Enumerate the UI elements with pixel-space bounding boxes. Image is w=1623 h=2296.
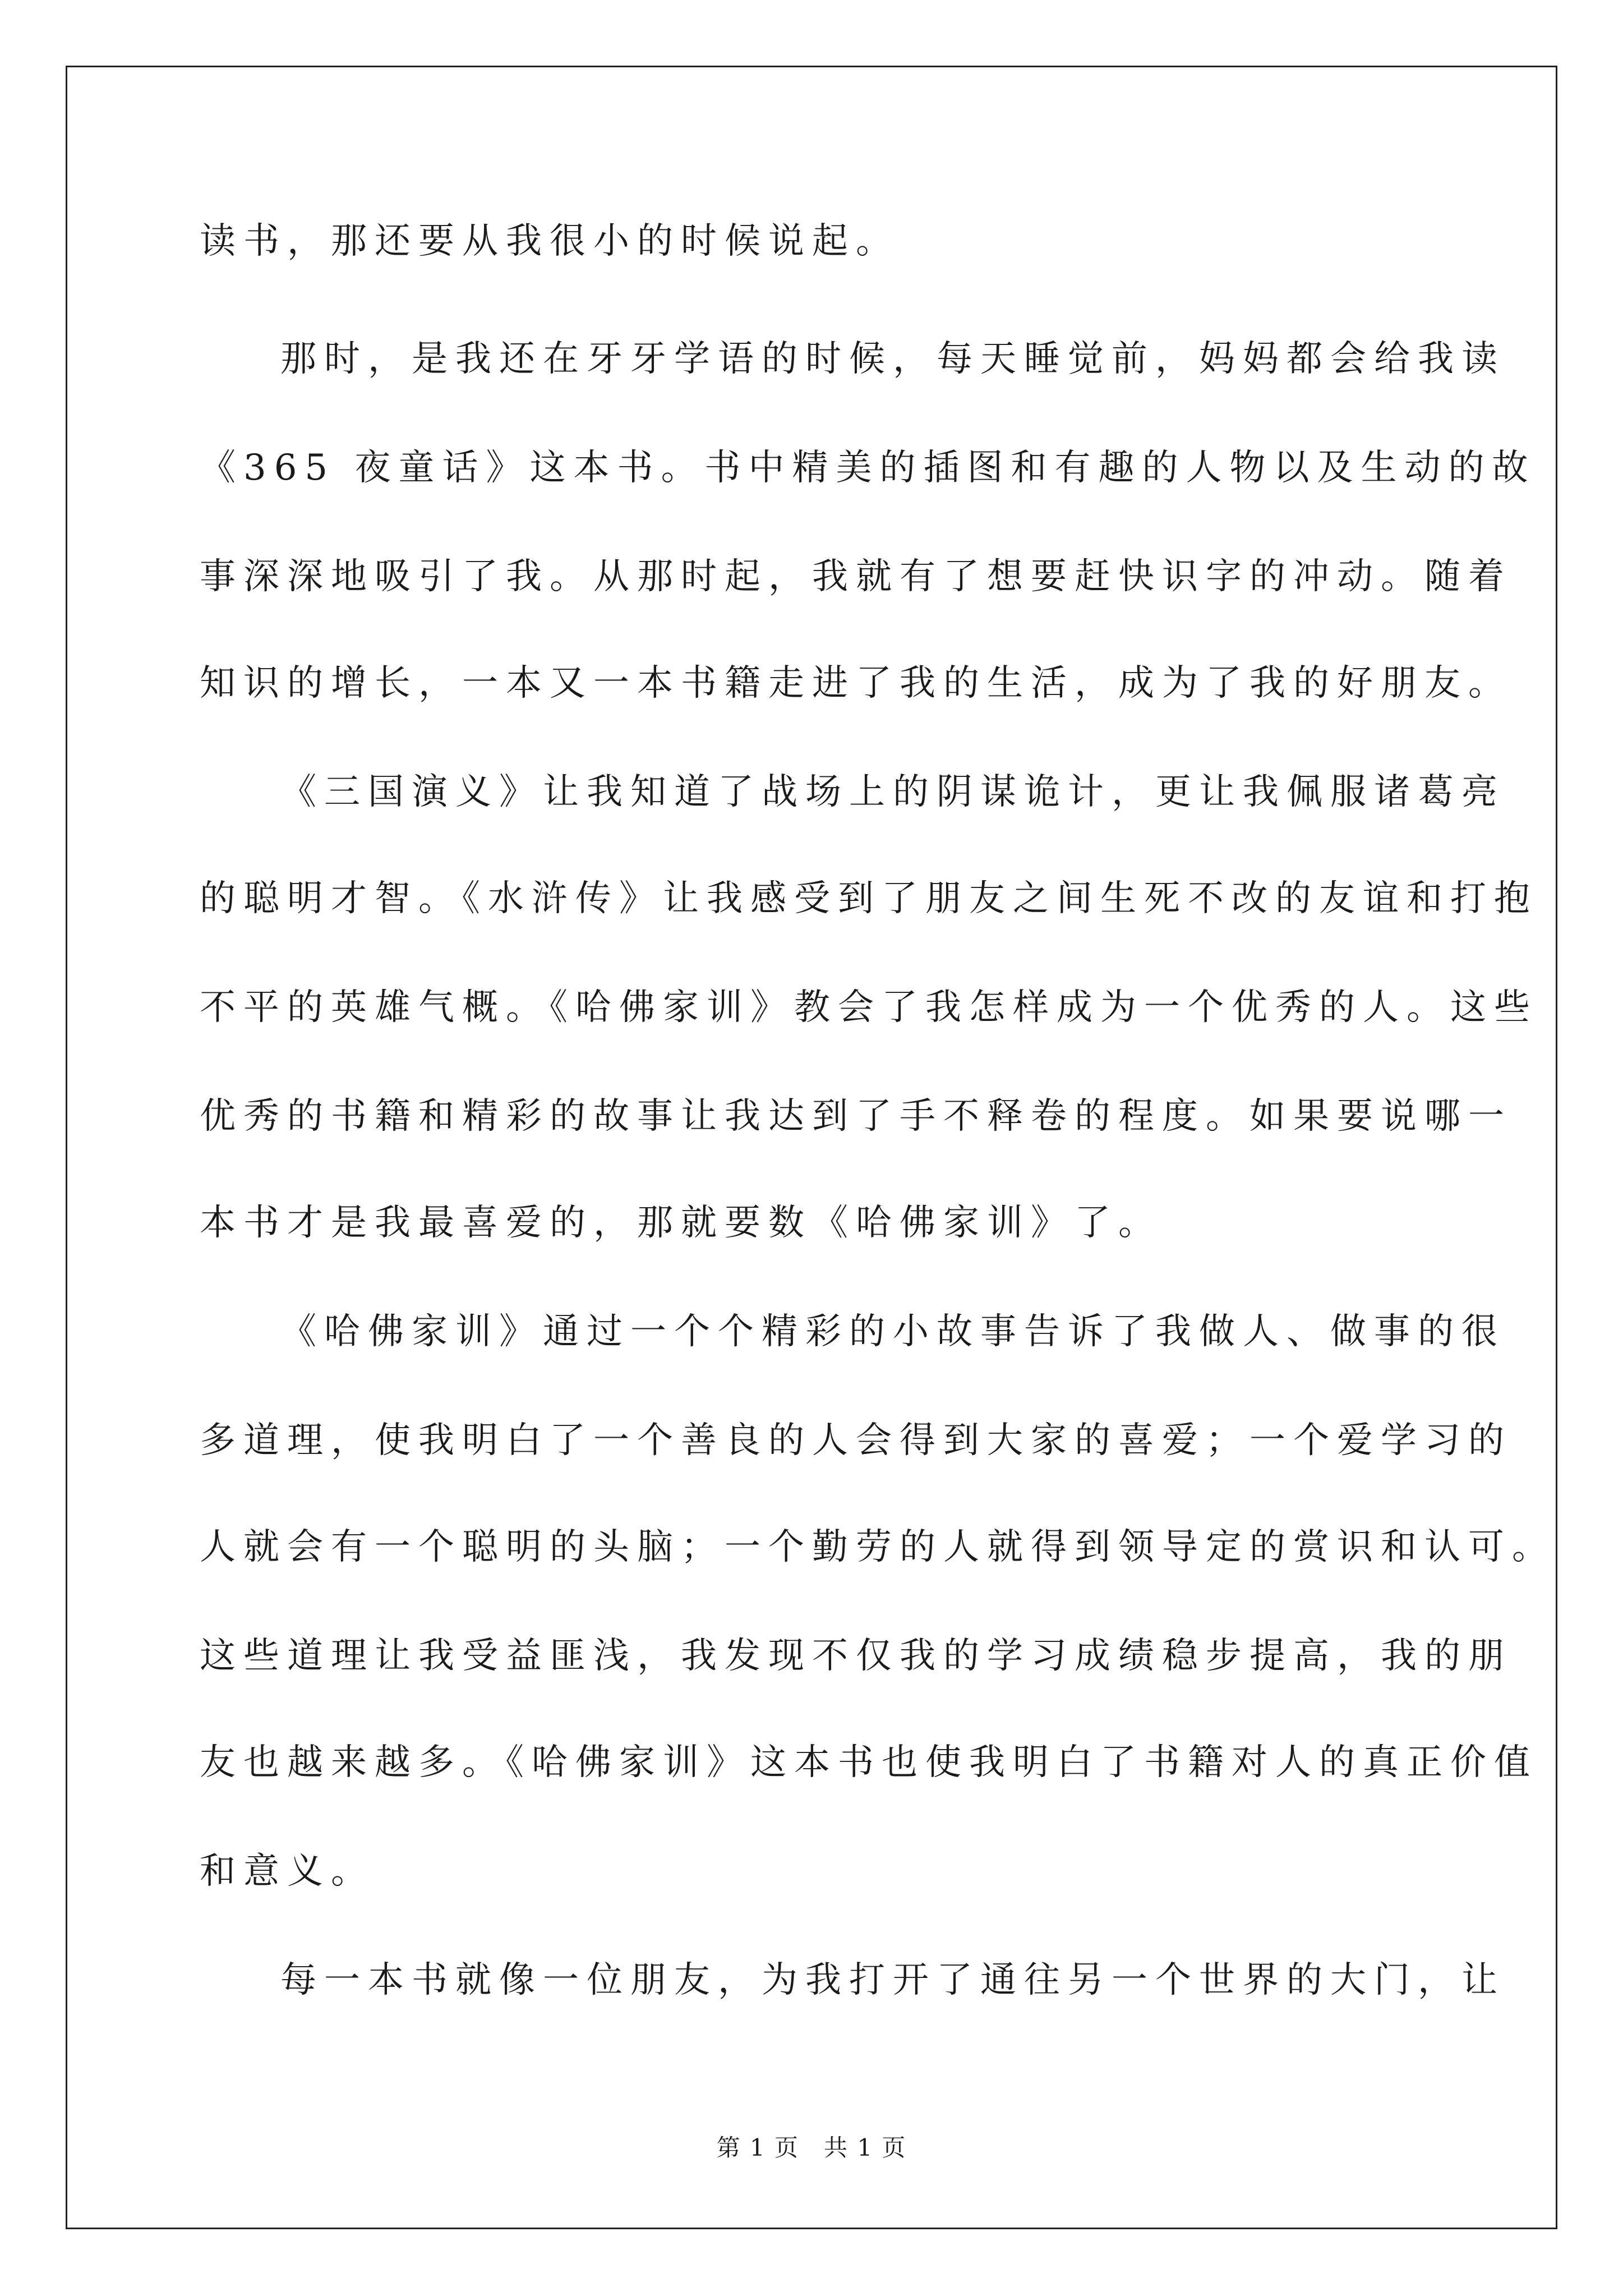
text-line: 《三国演义》让我知道了战场上的阴谋诡计，更让我佩服诸葛亮 [280, 771, 1505, 813]
text-line: 的聪明才智。《水浒传》让我感受到了朋友之间生死不改的友谊和打抱 [200, 878, 1538, 919]
text-line: 友也越来越多。《哈佛家训》这本书也使我明白了书籍对人的真正价值 [200, 1742, 1538, 1783]
text-line: 读书，那还要从我很小的时候说起。 [200, 220, 900, 262]
text-line: 事深深地吸引了我。从那时起，我就有了想要赶快识字的冲动。随着 [200, 556, 1512, 597]
text-line: 《哈佛家训》通过一个个精彩的小故事告诉了我做人、做事的很 [280, 1311, 1505, 1352]
text-line: 本书才是我最喜爱的，那就要数《哈佛家训》了。 [200, 1202, 1162, 1244]
text-line: 多道理，使我明白了一个善良的人会得到大家的喜爱；一个爱学习的 [200, 1420, 1512, 1461]
text-line: 每一本书就像一位朋友，为我打开了通往另一个世界的大门，让 [280, 1959, 1505, 2001]
text-line: 和意义。 [200, 1851, 375, 1892]
text-line: 不平的英雄气概。《哈佛家训》教会了我怎样成为一个优秀的人。这些 [200, 987, 1538, 1028]
text-line: 知识的增长，一本又一本书籍走进了我的生活，成为了我的好朋友。 [200, 662, 1512, 704]
text-line: 《365 夜童话》这本书。书中精美的插图和有趣的人物以及生动的故 [200, 447, 1536, 489]
page-number-footer: 第 1 页 共 1 页 [716, 2134, 907, 2161]
text-line: 这些道理让我受益匪浅，我发现不仅我的学习成绩稳步提高，我的朋 [200, 1635, 1512, 1677]
text-line: 优秀的书籍和精彩的故事让我达到了手不释卷的程度。如果要说哪一 [200, 1096, 1512, 1137]
text-line: 人就会有一个聪明的头脑；一个勤劳的人就得到领导定的赏识和认可。 [200, 1526, 1556, 1568]
page-border [66, 66, 1557, 2229]
text-line: 那时，是我还在牙牙学语的时候，每天睡觉前，妈妈都会给我读 [280, 338, 1505, 380]
